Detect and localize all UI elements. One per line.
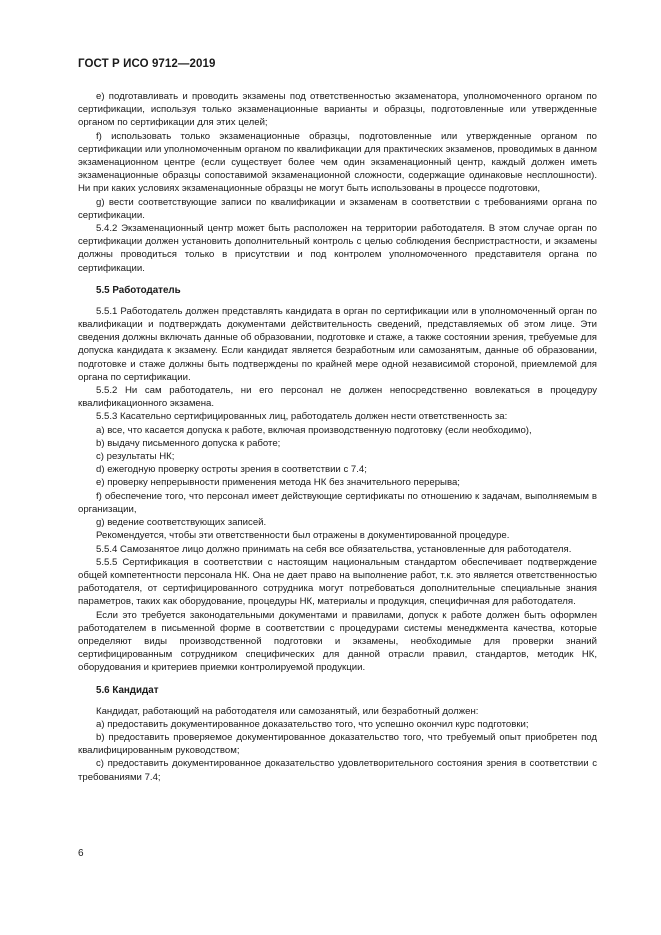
list-item: b) выдачу письменного допуска к работе; bbox=[96, 437, 281, 449]
paragraph: Рекомендуется, чтобы эти ответственности был отражены в документированной процедуре. bbox=[96, 530, 510, 542]
list-item: e) проверку непрерывности применения метода НК без значительного перерыва; bbox=[96, 477, 460, 489]
list-item: a) предоставить документированное доказательство того, что успешно окончил курс подготовки; bbox=[96, 718, 529, 730]
page-number: 6 bbox=[78, 848, 84, 859]
section-heading-5-5: 5.5 Работодатель bbox=[96, 284, 181, 296]
paragraph: f) использовать только экзаменационные образцы, подготовленные или утвержденные органом по сертификации или уполномоченным органом по квалификации для практических экзаменов, проводимых в данном экзаменационном центре (если существует более чем один экзаменационный центр, каждый должен иметь экзаменационные образцы сопоставимой экзаменационной сложности, содержащие одинаковые несплошности). Ни при каких условиях экзаменационные образцы не могут быть использованы в процессе подготовки, bbox=[78, 130, 597, 195]
document-header: ГОСТ Р ИСО 9712—2019 bbox=[78, 58, 216, 70]
section-5-4-tail bbox=[78, 90, 597, 275]
list-item: c) предоставить документированное доказательство удовлетворительного состояния зрения в соответствии с требованиями 7.4; bbox=[78, 758, 597, 783]
paragraph: g) вести соответствующие записи по квалификации и экзаменам в соответствии с требованиями органа по сертификации. bbox=[78, 196, 597, 221]
paragraph: Если это требуется законодательными документами и правилами, допуск к работе должен быть оформлен работодателем в письменной форме в соответствии с процедурами системы менеджмента качества, которые определяют виды производственной подготовки и экзамены, необходимые для проверки знаний сертифицированным сотрудником специфических для данной отрасли правил, стандартов, методик НК, оборудования и критериев приемки контролируемой продукции. bbox=[78, 609, 597, 674]
paragraph: 5.5.5 Сертификация в соответствии с настоящим национальным стандартом обеспечивает подтверждение общей компетентности персонала НК. Она не дает право на выполнение работ, т.к. это является ответственностью работодателя, от сертифицированного сотрудника могут потребоваться дополнительные специальные знания параметров, таких как оборудование, процедуры НК, материалы и продукция, специфичная для работодателя. bbox=[78, 556, 597, 608]
paragraph: 5.5.4 Самозанятое лицо должно принимать на себя все обязательства, установленные для работодателя. bbox=[96, 543, 572, 555]
section-5-5 bbox=[78, 305, 597, 675]
paragraph: 5.5.1 Работодатель должен представлять кандидата в орган по сертификации или в уполномоченный орган по квалификации и подтверждать документами действительность сведений, представляемых об этом лице. Эти сведения должны включать данные об образовании, подготовке и стаже, а также состоянии зрения, требуемые для допуска кандидата к экзамену. Если кандидат является безработным или самозанятым, данные об образовании, подготовке и стаже должны быть подтверждены по крайней мере одной независимой стороной, приемлемой для органа по сертификации. bbox=[78, 305, 597, 383]
paragraph: 5.4.2 Экзаменационный центр может быть расположен на территории работодателя. В этом случае орган по сертификации должен установить дополнительный контроль с целью соблюдения беспристрастности, и экзамены должны проводиться только в присутствии и под контролем уполномоченного представителя органа по сертификации. bbox=[78, 223, 597, 274]
list-item: c) результаты НК; bbox=[96, 451, 175, 463]
section-5-6 bbox=[78, 705, 597, 784]
list-item: d) ежегодную проверку остроты зрения в соответствии с 7.4; bbox=[96, 464, 367, 476]
list-item: g) ведение соответствующих записей. bbox=[96, 517, 267, 529]
document-body bbox=[78, 90, 597, 784]
list-item: b) предоставить проверяемое документированное доказательство того, что требуемый опыт приобретен под квалифицированным руководством; bbox=[78, 731, 597, 757]
section-heading-5-6: 5.6 Кандидат bbox=[96, 684, 159, 696]
paragraph: 5.5.3 Касательно сертифицированных лиц, работодатель должен нести ответственность за: bbox=[96, 411, 508, 423]
list-item: f) обеспечение того, что персонал имеет действующие сертификаты по отношению к задачам, выполняемым в организации, bbox=[78, 490, 597, 515]
paragraph: 5.5.2 Ни сам работодатель, ни его персонал не должен непосредственно вовлекаться в процедуру квалификационного экзамена. bbox=[78, 385, 597, 410]
paragraph: e) подготавливать и проводить экзамены под ответственностью экзаменатора, уполномоченного органом по сертификации, используя только экзаменационные варианты и образцы, подготовленные или утвержденные органом по сертификации для этих целей; bbox=[78, 91, 597, 129]
paragraph: Кандидат, работающий на работодателя или самозанятый, или безработный должен: bbox=[96, 705, 479, 717]
list-item: a) все, что касается допуска к работе, включая производственную подготовку (если необходимо), bbox=[96, 424, 532, 436]
